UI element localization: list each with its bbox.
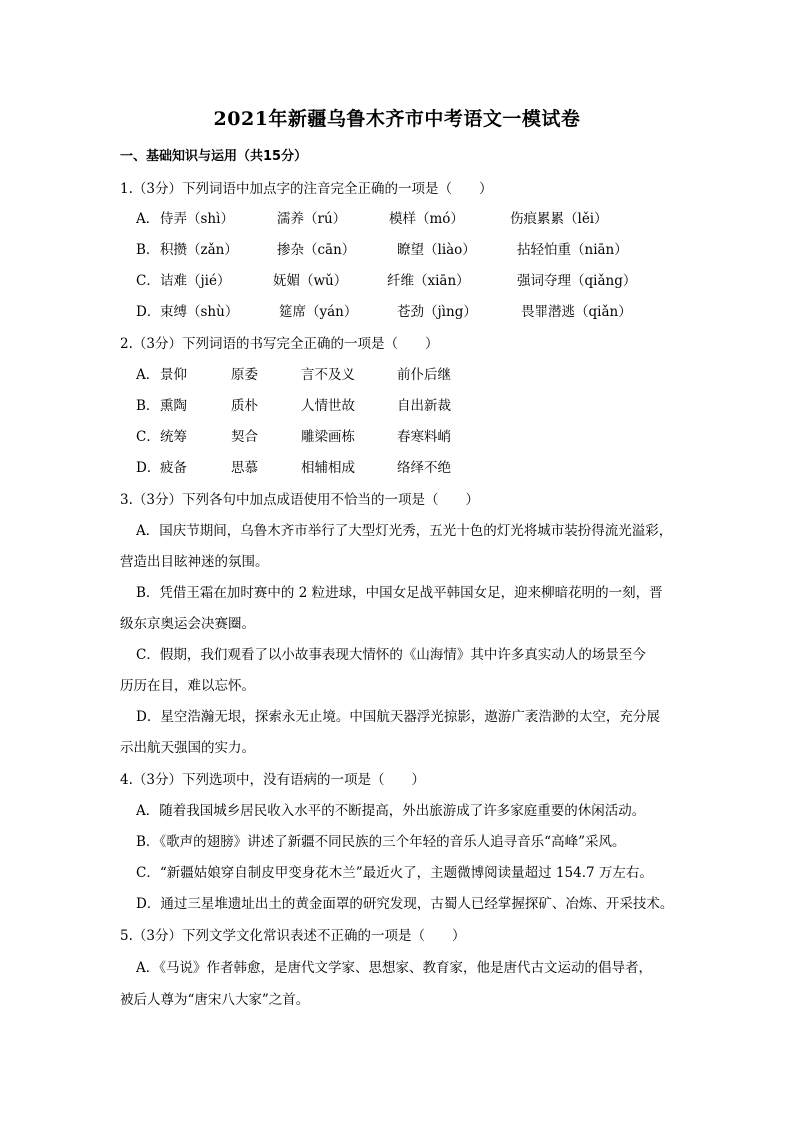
option-item: 瞭望（liào） — [397, 242, 476, 258]
question-3-option-b-line1[interactable]: B．凭借王霜在加时赛中的 2 粒进球，中国女足战平韩国女足，迎来柳暗花明的一刻，晋 — [136, 585, 663, 601]
option-item: 络绎不绝 — [397, 460, 451, 476]
option-item: 积攒（zǎn） — [160, 242, 238, 258]
question-4-option-b[interactable]: B．《歌声的翅膀》讲述了新疆不同民族的三个年轻的音乐人追寻音乐“高峰”采风。 — [136, 834, 626, 850]
question-5-option-a-line1[interactable]: A．《马说》作者韩愈，是唐代文学家、思想家、教育家，他是唐代古文运动的倡导者， — [136, 960, 652, 976]
option-item: 言不及义 — [301, 367, 355, 383]
option-item: 前仆后继 — [397, 367, 451, 383]
option-item: 拈轻怕重（niān） — [517, 242, 628, 258]
exam-title: 2021年新疆乌鲁木齐市中考语文一模试卷 — [213, 108, 581, 130]
option-item: 契合 — [231, 429, 258, 445]
question-3-option-b-line2: 级东京奥运会决赛圈。 — [120, 616, 255, 632]
option-item: 筵席（yán） — [279, 304, 358, 320]
option-item: 原委 — [231, 367, 258, 383]
option-label: A． — [136, 367, 160, 383]
question-1-stem: 1.（3分）下列词语中加点字的注音完全正确的一项是（ ） — [120, 181, 493, 197]
option-item: 疲备 — [160, 460, 187, 476]
option-item: 纤维（xiān） — [387, 273, 470, 289]
option-label: D． — [136, 460, 161, 476]
question-3-option-a-line1[interactable]: A．国庆节期间，乌鲁木齐市举行了大型灯光秀，五光十色的灯光将城市装扮得流光溢彩， — [136, 523, 673, 539]
question-3-option-a-line2: 营造出目眩神迷的氛围。 — [120, 554, 269, 570]
option-item: 质朴 — [231, 398, 258, 414]
option-item: 熏陶 — [160, 398, 187, 414]
question-3-option-c-line2: 历历在目，难以忘怀。 — [120, 678, 255, 694]
question-3-option-c-line1[interactable]: C．假期，我们观看了以小故事表现大情怀的《山海情》其中许多真实动人的场景至今 — [136, 647, 646, 663]
option-item: 强词夺理（qiǎng） — [517, 273, 637, 289]
question-4-option-a[interactable]: A．随着我国城乡居民收入水平的不断提高，外出旅游成了许多家庭重要的休闲活动。 — [136, 803, 646, 819]
option-label: A． — [136, 211, 160, 227]
option-item: 景仰 — [160, 367, 187, 383]
option-item: 侍弄（shì） — [160, 211, 234, 227]
option-item: 伤痕累累（lěi） — [510, 211, 608, 227]
section-heading: 一、基础知识与运用（共15分） — [120, 149, 308, 164]
option-label: B． — [136, 242, 160, 258]
option-item: 濡养（rú） — [277, 211, 347, 227]
option-label: C． — [136, 429, 160, 445]
option-item: 统筹 — [160, 429, 187, 445]
option-label: C． — [136, 273, 160, 289]
option-item: 诘难（jié） — [160, 273, 231, 289]
option-item: 模样（mó） — [389, 211, 464, 227]
question-4-option-d[interactable]: D．通过三星堆遗址出土的黄金面罩的研究发现，古蜀人已经掌握探矿、冶炼、开采技术。 — [136, 896, 674, 912]
option-item: 自出新裁 — [397, 398, 451, 414]
question-2-stem: 2.（3分）下列词语的书写完全正确的一项是（ ） — [120, 336, 439, 352]
option-item: 思慕 — [231, 460, 258, 476]
option-item: 妩媚（wǔ） — [273, 273, 348, 289]
option-item: 束缚（shù） — [160, 304, 239, 320]
option-label: D． — [136, 304, 161, 320]
option-item: 春寒料峭 — [397, 429, 451, 445]
question-3-stem: 3.（3分）下列各句中加点成语使用不恰当的一项是（ ） — [120, 492, 479, 508]
option-label: B． — [136, 398, 160, 414]
question-3-option-d-line2: 示出航天强国的实力。 — [120, 740, 255, 756]
question-4-option-c[interactable]: C．“新疆姑娘穿自制皮甲变身花木兰”最近火了，主题微博阅读量超过 154.7 万左右。 — [136, 865, 653, 881]
option-item: 掺杂（cān） — [277, 242, 356, 258]
option-item: 苍劲（jìng） — [397, 304, 477, 320]
question-3-option-d-line1[interactable]: D．星空浩瀚无垠，探索永无止境。中国航天器浮光掠影，遨游广袤浩渺的太空，充分展 — [136, 709, 660, 725]
question-4-stem: 4.（3分）下列选项中，没有语病的一项是（ ） — [120, 772, 425, 788]
option-item: 畏罪潜逃（qiǎn） — [521, 304, 632, 320]
option-item: 相辅相成 — [301, 460, 355, 476]
question-5-option-a-line2: 被后人尊为“唐宋八大家”之首。 — [120, 992, 310, 1008]
option-item: 人情世故 — [301, 398, 355, 414]
question-5-stem: 5.（3分）下列文学文化常识表述不正确的一项是（ ） — [120, 928, 466, 944]
option-item: 雕梁画栋 — [301, 429, 355, 445]
